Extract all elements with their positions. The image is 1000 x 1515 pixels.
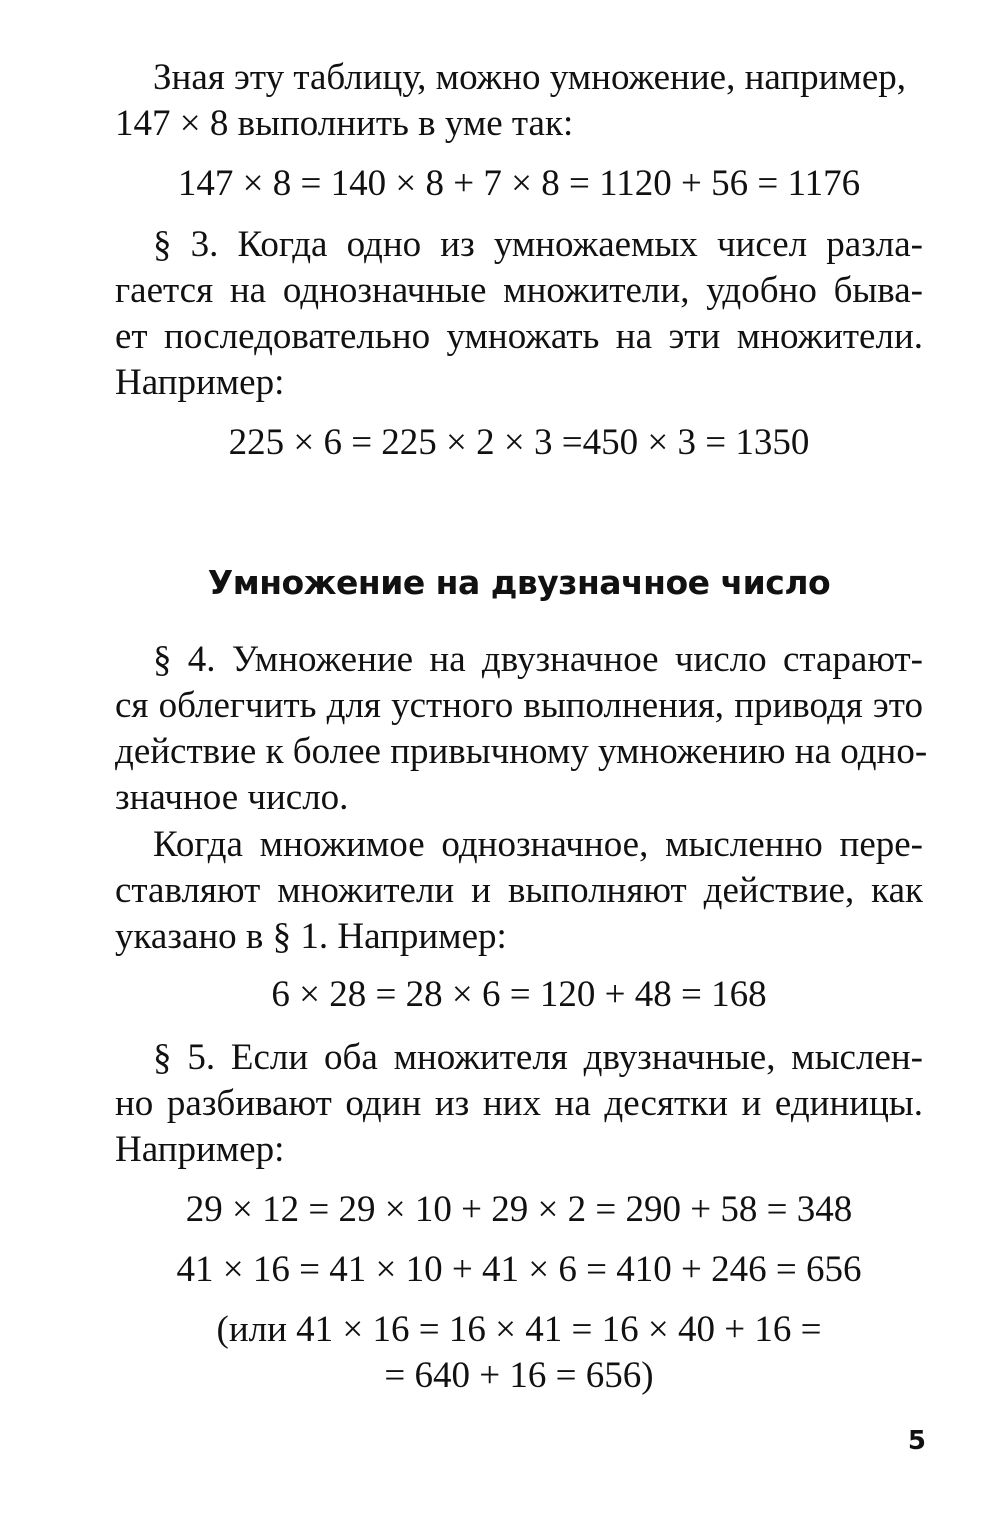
formula-4: 29 × 12 = 29 × 10 + 29 × 2 = 290 + 58 = 348 — [185, 1189, 853, 1230]
paragraph-3-line-1: § 4. Умножение на двузначное число старают- — [153, 639, 923, 680]
formula-5: 41 × 16 = 41 × 10 + 41 × 6 = 410 + 246 = 656 — [176, 1249, 862, 1290]
paragraph-2-line-2: гается на однозначные множители, удобно быва- — [115, 270, 923, 311]
paragraph-4-line-3: указано в § 1. Например: — [115, 916, 507, 957]
formula-3: 6 × 28 = 28 × 6 = 120 + 48 = 168 — [271, 974, 767, 1015]
paragraph-2-line-4: Например: — [115, 362, 285, 403]
section-heading: Умножение на двузначное число — [207, 563, 831, 602]
paragraph-5-line-2: но разбивают один из них на десятки и единицы. — [115, 1083, 923, 1124]
formula-1: 147 × 8 = 140 × 8 + 7 × 8 = 1120 + 56 = 1176 — [177, 163, 861, 204]
page-number: 5 — [907, 1426, 926, 1456]
paragraph-4-line-1: Когда множимое однозначное, мысленно пере- — [153, 824, 923, 865]
paragraph-5-line-1: § 5. Если оба множителя двузначные, мыслен- — [153, 1037, 923, 1078]
formula-2: 225 × 6 = 225 × 2 × 3 =450 × 3 = 1350 — [228, 422, 810, 463]
paragraph-3-line-3: действие к более привычному умножению на одно- — [115, 731, 928, 772]
formula-6-line-1: (или 41 × 16 = 16 × 41 = 16 × 40 + 16 = — [216, 1309, 822, 1350]
formula-6-line-2: = 640 + 16 = 656) — [384, 1355, 654, 1396]
paragraph-1-line-2: 147 × 8 выполнить в уме так: — [115, 103, 574, 144]
paragraph-3-line-4: значное число. — [115, 777, 349, 818]
paragraph-2-line-1: § 3. Когда одно из умножаемых чисел разла- — [153, 224, 923, 265]
paragraph-3-line-2: ся облегчить для устного выполнения, приводя это — [115, 685, 923, 726]
paragraph-1-line-1: Зная эту таблицу, можно умножение, например, — [153, 57, 907, 98]
paragraph-2-line-3: ет последовательно умножать на эти множители. — [115, 316, 923, 357]
paragraph-4-line-2: ставляют множители и выполняют действие, как — [115, 870, 923, 911]
paragraph-5-line-3: Например: — [115, 1129, 285, 1170]
